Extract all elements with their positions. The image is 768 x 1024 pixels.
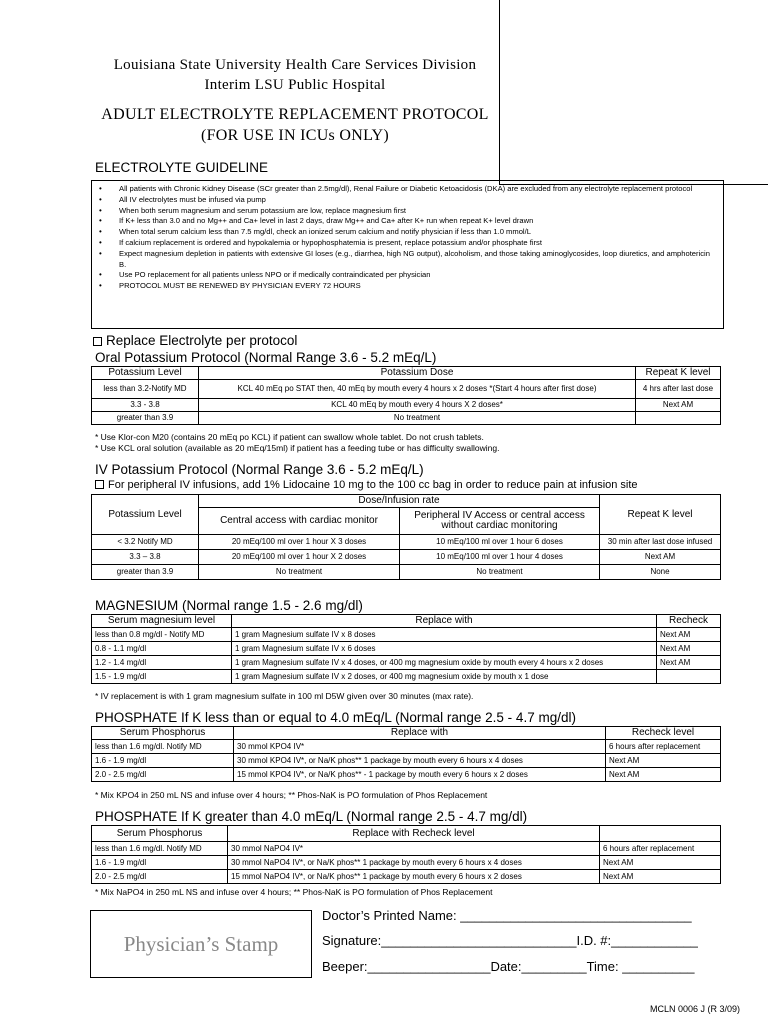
col-header: Recheck bbox=[657, 615, 721, 628]
table-row bbox=[92, 550, 721, 565]
table-cell: 30 mmol NaPO4 IV* bbox=[228, 842, 600, 856]
table-row bbox=[92, 642, 721, 656]
phosphate-low-k-table bbox=[91, 726, 721, 782]
institution-name: Louisiana State University Health Care Services Division bbox=[113, 57, 477, 73]
magnesium-table bbox=[91, 614, 721, 684]
replace-electrolyte-row bbox=[93, 333, 297, 349]
col-header: Potassium Dose bbox=[199, 367, 636, 380]
table-cell: 20 mEq/100 ml over 1 hour X 3 doses bbox=[199, 535, 400, 550]
lidocaine-checkbox[interactable] bbox=[95, 480, 104, 489]
col-header: Potassium Level bbox=[92, 495, 199, 535]
guideline-item: • All IV electrolytes must be infused via pump bbox=[96, 195, 719, 206]
table-cell: KCL 40 mEq po STAT then, 40 mEq by mouth every 4 hours x 2 doses *(Start 4 hours after first dose) bbox=[199, 380, 636, 399]
protocol-title: ADULT ELECTROLYTE REPLACEMENT PROTOCOL bbox=[101, 106, 489, 123]
table-cell: Next AM bbox=[657, 628, 721, 642]
lidocaine-label: For peripheral IV infusions, add 1% Lidocaine 10 mg to the 100 cc bag in order to reduce pain at infusion site bbox=[108, 479, 638, 491]
lidocaine-row bbox=[95, 479, 638, 492]
table-header-row bbox=[92, 727, 721, 740]
magnesium-heading: MAGNESIUM (Normal range 1.5 - 2.6 mg/dl) bbox=[95, 598, 363, 613]
table-cell: No treatment bbox=[199, 565, 400, 580]
table-row bbox=[92, 670, 721, 684]
table-row bbox=[92, 399, 721, 412]
table-cell: No treatment bbox=[199, 412, 636, 425]
table-cell: Next AM bbox=[636, 399, 721, 412]
magnesium-note: * IV replacement is with 1 gram magnesium sulfate in 100 ml D5W given over 30 minutes (max rate). bbox=[95, 691, 474, 701]
table-cell: < 3.2 Notify MD bbox=[92, 535, 199, 550]
col-header: Peripheral IV Access or central access without cardiac monitoring bbox=[400, 508, 600, 535]
col-header: Central access with cardiac monitor bbox=[199, 508, 400, 535]
table-cell: 2.0 - 2.5 mg/dl bbox=[92, 870, 228, 884]
table-cell: None bbox=[600, 565, 721, 580]
table-cell: 4 hrs after last dose bbox=[636, 380, 721, 399]
col-header: Repeat K level bbox=[636, 367, 721, 380]
table-row bbox=[92, 380, 721, 399]
table-cell: 30 mmol KPO4 IV*, or Na/K phos** 1 package by mouth every 6 hours x 4 doses bbox=[234, 754, 606, 768]
replace-electrolyte-label: Replace Electrolyte per protocol bbox=[106, 333, 298, 348]
table-cell: less than 1.6 mg/dl. Notify MD bbox=[92, 740, 234, 754]
table-cell: 1 gram Magnesium sulfate IV x 6 doses bbox=[232, 642, 657, 656]
table-cell bbox=[636, 412, 721, 425]
table-cell: 0.8 - 1.1 mg/dl bbox=[92, 642, 232, 656]
table-header-row bbox=[92, 615, 721, 628]
table-row bbox=[92, 656, 721, 670]
table-cell: 6 hours after replacement bbox=[600, 842, 721, 856]
table-row bbox=[92, 754, 721, 768]
table-row bbox=[92, 565, 721, 580]
col-header: Recheck level bbox=[606, 727, 721, 740]
oral-potassium-note: * Use Klor-con M20 (contains 20 mEq po KCL) if patient can swallow whole tablet. Do not crush tablets. bbox=[95, 432, 484, 442]
table-cell: less than 3.2-Notify MD bbox=[92, 380, 199, 399]
phosphate-high-k-note: * Mix NaPO4 in 250 mL NS and infuse over 4 hours; ** Phos-NaK is PO formulation of Phos Replacement bbox=[95, 887, 493, 897]
table-header-row bbox=[92, 826, 721, 842]
table-cell: 1.6 - 1.9 mg/dl bbox=[92, 856, 228, 870]
guideline-heading: ELECTROLYTE GUIDELINE bbox=[95, 160, 269, 175]
table-cell: Next AM bbox=[657, 656, 721, 670]
table-row bbox=[92, 740, 721, 754]
table-cell: 30 mmol KPO4 IV* bbox=[234, 740, 606, 754]
physician-stamp-box[interactable] bbox=[90, 910, 312, 978]
table-cell: 30 min after last dose infused bbox=[600, 535, 721, 550]
table-cell: 15 mmol KPO4 IV*, or Na/K phos** - 1 package by mouth every 6 hours x 2 doses bbox=[234, 768, 606, 782]
phosphate-low-k-note: * Mix KPO4 in 250 mL NS and infuse over 4 hours; ** Phos-NaK is PO formulation of Phos Replacement bbox=[95, 790, 488, 800]
table-cell: 1 gram Magnesium sulfate IV x 2 doses, or 400 mg magnesium oxide by mouth x 1 dose bbox=[232, 670, 657, 684]
table-cell: 1 gram Magnesium sulfate IV x 8 doses bbox=[232, 628, 657, 642]
table-row bbox=[92, 628, 721, 642]
col-header: Dose/Infusion rate bbox=[199, 495, 600, 508]
table-cell: Next AM bbox=[600, 550, 721, 565]
doctor-name-field[interactable]: Doctor’s Printed Name: ________________________________ bbox=[322, 908, 692, 923]
signature-id-field[interactable]: Signature:___________________________I.D. #:____________ bbox=[322, 933, 698, 948]
table-row bbox=[92, 768, 721, 782]
table-cell: Next AM bbox=[606, 754, 721, 768]
physician-stamp-label: Physician’s Stamp bbox=[123, 931, 279, 956]
protocol-subtitle: (FOR USE IN ICUs ONLY) bbox=[200, 127, 390, 144]
col-header: Replace with bbox=[232, 615, 657, 628]
guideline-item: • Expect magnesium depletion in patients with extensive GI loses (e.g., diarrhea, high NG output), alcoholism, and those taking aminoglycosides, loop diuretics, and amphotericin B. bbox=[96, 249, 719, 271]
table-row bbox=[92, 412, 721, 425]
col-header bbox=[600, 826, 721, 842]
beeper-date-time-field[interactable]: Beeper:_________________Date:_________Time: __________ bbox=[322, 959, 695, 974]
col-header: Serum magnesium level bbox=[92, 615, 232, 628]
oral-potassium-heading: Oral Potassium Protocol (Normal Range 3.6 - 5.2 mEq/L) bbox=[95, 350, 437, 365]
col-header: Serum Phosphorus bbox=[92, 826, 228, 842]
col-header: Replace with Recheck level bbox=[228, 826, 600, 842]
table-cell: Next AM bbox=[600, 856, 721, 870]
col-header: Potassium Level bbox=[92, 367, 199, 380]
table-cell: 6 hours after replacement bbox=[606, 740, 721, 754]
table-cell: Next AM bbox=[606, 768, 721, 782]
table-cell: 2.0 - 2.5 mg/dl bbox=[92, 768, 234, 782]
guideline-item: • If K+ less than 3.0 and no Mg++ and Ca+ level in last 2 days, draw Mg++ and Ca+ after K+ run when repeat K+ level drawn bbox=[96, 216, 719, 227]
oral-potassium-note: * Use KCL oral solution (available as 20 mEq/15ml) if patient has a feeding tube or has difficulty swallowing. bbox=[95, 443, 500, 453]
table-cell: KCL 40 mEq by mouth every 4 hours X 2 doses* bbox=[199, 399, 636, 412]
table-cell: Next AM bbox=[600, 870, 721, 884]
table-header-row bbox=[92, 367, 721, 380]
table-row bbox=[92, 842, 721, 856]
iv-potassium-heading: IV Potassium Protocol (Normal Range 3.6 - 5.2 mEq/L) bbox=[95, 462, 424, 477]
table-cell: 1.2 - 1.4 mg/dl bbox=[92, 656, 232, 670]
iv-potassium-table bbox=[91, 494, 721, 580]
table-cell: less than 1.6 mg/dl. Notify MD bbox=[92, 842, 228, 856]
table-row bbox=[92, 870, 721, 884]
table-cell: 10 mEq/100 ml over 1 hour 6 doses bbox=[400, 535, 600, 550]
phosphate-low-k-heading: PHOSPHATE If K less than or equal to 4.0 mEq/L (Normal range 2.5 - 4.7 mg/dl) bbox=[95, 710, 576, 725]
replace-electrolyte-checkbox[interactable] bbox=[93, 337, 102, 346]
phosphate-high-k-table bbox=[91, 825, 721, 884]
guideline-box bbox=[91, 180, 724, 329]
table-cell: greater than 3.9 bbox=[92, 412, 199, 425]
table-cell: 3.3 - 3.8 bbox=[92, 399, 199, 412]
guideline-item: • When both serum magnesium and serum potassium are low, replace magnesium first bbox=[96, 206, 719, 217]
oral-potassium-table bbox=[91, 366, 721, 425]
table-cell: greater than 3.9 bbox=[92, 565, 199, 580]
col-header: Replace with bbox=[234, 727, 606, 740]
table-cell: 3.3 – 3.8 bbox=[92, 550, 199, 565]
hospital-name: Interim LSU Public Hospital bbox=[204, 77, 386, 93]
table-cell: 30 mmol NaPO4 IV*, or Na/K phos** 1 package by mouth every 6 hours x 4 doses bbox=[228, 856, 600, 870]
table-cell bbox=[657, 670, 721, 684]
col-header: Serum Phosphorus bbox=[92, 727, 234, 740]
table-cell: less than 0.8 mg/dl - Notify MD bbox=[92, 628, 232, 642]
guideline-item: • When total serum calcium less than 7.5 mg/dl, check an ionized serum calcium and notify physician if less than 1.0 mmol/L bbox=[96, 227, 719, 238]
col-header: Repeat K level bbox=[600, 495, 721, 535]
phosphate-high-k-heading: PHOSPHATE If K greater than 4.0 mEq/L (Normal range 2.5 - 4.7 mg/dl) bbox=[95, 809, 528, 824]
table-cell: 1 gram Magnesium sulfate IV x 4 doses, or 400 mg magnesium oxide by mouth every 4 hours x 2 doses bbox=[232, 656, 657, 670]
table-cell: 1.6 - 1.9 mg/dl bbox=[92, 754, 234, 768]
table-header-row bbox=[92, 495, 721, 508]
guideline-item: • Use PO replacement for all patients unless NPO or if medically contraindicated per physician bbox=[96, 270, 719, 281]
guideline-item: • All patients with Chronic Kidney Disease (SCr greater than 2.5mg/dl), Renal Failure or Diabetic Ketoacidosis (DKA) are excluded from any electrolyte replacement protocol bbox=[96, 184, 719, 195]
table-cell: 10 mEq/100 ml over 1 hour 4 doses bbox=[400, 550, 600, 565]
table-cell: Next AM bbox=[657, 642, 721, 656]
guideline-list bbox=[92, 181, 723, 295]
guideline-item: • If calcium replacement is ordered and hypokalemia or hypophosphatemia is present, replace potassium and/or phosphate first bbox=[96, 238, 719, 249]
table-cell: No treatment bbox=[400, 565, 600, 580]
table-cell: 15 mmol NaPO4 IV*, or Na/K phos** 1 package by mouth every 6 hours x 2 doses bbox=[228, 870, 600, 884]
table-cell: 1.5 - 1.9 mg/dl bbox=[92, 670, 232, 684]
table-row bbox=[92, 856, 721, 870]
form-number: MCLN 0006 J (R 3/09) bbox=[649, 1004, 740, 1014]
guideline-item: • PROTOCOL MUST BE RENEWED BY PHYSICIAN EVERY 72 HOURS bbox=[96, 281, 719, 292]
table-row bbox=[92, 535, 721, 550]
table-cell: 20 mEq/100 ml over 1 hour X 2 doses bbox=[199, 550, 400, 565]
